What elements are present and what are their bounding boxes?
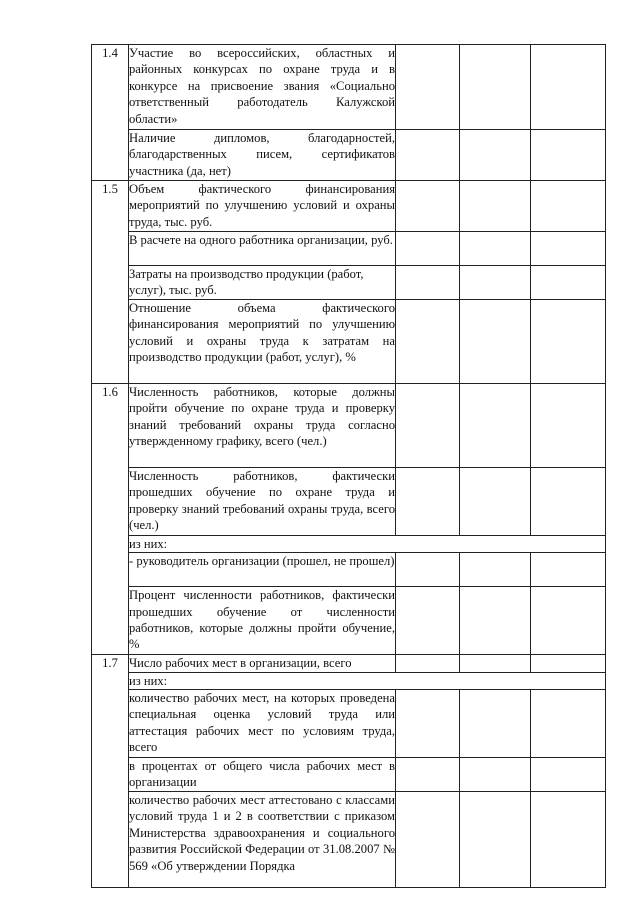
value-cell: [396, 792, 460, 888]
table-row: [92, 383, 606, 467]
value-cell: [460, 232, 531, 266]
row-text: Затраты на производство продукции (работ, услуг), тыс. руб.: [129, 266, 396, 300]
value-cell: [396, 655, 460, 672]
section-number: 1.7: [92, 655, 129, 888]
value-cell: [396, 383, 460, 467]
value-cell: [396, 45, 460, 130]
value-cell: [460, 758, 531, 792]
table-row: [92, 266, 606, 300]
value-cell: [531, 758, 606, 792]
row-text: Участие во всероссийских, областных и районных конкурсах по охране труда и в конкурсе на присвоение звания «Социально ответственный работодатель Калужской области»: [129, 45, 396, 130]
value-cell: [531, 383, 606, 467]
value-cell: [460, 181, 531, 232]
row-text: из них:: [129, 535, 606, 552]
row-text: Наличие дипломов, благодарностей, благодарственных писем, сертификатов участника (да, нет): [129, 130, 396, 181]
value-cell: [531, 587, 606, 655]
value-cell: [531, 690, 606, 758]
section-number: 1.4: [92, 45, 129, 181]
row-text: Отношение объема фактического финансирования мероприятий по улучшению условий и охраны труда к затратам на производство продукции (работ, услуг), %: [129, 299, 396, 383]
table-row: [92, 587, 606, 655]
value-cell: [531, 181, 606, 232]
value-cell: [460, 266, 531, 300]
value-cell: [460, 792, 531, 888]
row-text: Число рабочих мест в организации, всего: [129, 655, 396, 672]
table-row: [92, 45, 606, 130]
table-row: [92, 758, 606, 792]
value-cell: [531, 467, 606, 535]
row-text: Численность работников, фактически прошедших обучение по охране труда и проверку знаний требований охраны труда, всего (чел.): [129, 467, 396, 535]
table-row: [92, 299, 606, 383]
value-cell: [396, 467, 460, 535]
value-cell: [531, 655, 606, 672]
table-row: [92, 792, 606, 888]
table-row: [92, 467, 606, 535]
value-cell: [460, 467, 531, 535]
value-cell: [460, 299, 531, 383]
row-text: В расчете на одного работника организации, руб.: [129, 232, 396, 266]
value-cell: [531, 232, 606, 266]
value-cell: [396, 758, 460, 792]
table-row: [92, 672, 606, 689]
table-row: [92, 535, 606, 552]
value-cell: [531, 299, 606, 383]
table-row: [92, 181, 606, 232]
value-cell: [460, 690, 531, 758]
row-text: Процент численности работников, фактически прошедших обучение от численности работников, которые должны пройти обучение, %: [129, 587, 396, 655]
value-cell: [396, 266, 460, 300]
value-cell: [396, 130, 460, 181]
table-row: [92, 553, 606, 587]
section-number: 1.6: [92, 383, 129, 654]
value-cell: [396, 553, 460, 587]
table-row: [92, 655, 606, 672]
value-cell: [396, 587, 460, 655]
value-cell: [531, 266, 606, 300]
value-cell: [531, 130, 606, 181]
value-cell: [460, 130, 531, 181]
indicators-table: [91, 44, 606, 888]
row-text: количество рабочих мест аттестовано с классами условий труда 1 и 2 в соответствии с приказом Министерства здравоохранения и социального развития Российской Федерации от 31.08.2007 № 569 «Об утверждении Порядка: [129, 792, 396, 888]
row-text: Численность работников, которые должны пройти обучение по охране труда и проверку знаний требований охраны труда согласно утвержденному графику, всего (чел.): [129, 383, 396, 467]
value-cell: [460, 655, 531, 672]
table-row: [92, 232, 606, 266]
row-text: из них:: [129, 672, 606, 689]
row-text: Объем фактического финансирования мероприятий по улучшению условий и охраны труда, тыс. руб.: [129, 181, 396, 232]
row-text: - руководитель организации (прошел, не прошел): [129, 553, 396, 587]
value-cell: [396, 299, 460, 383]
value-cell: [460, 45, 531, 130]
value-cell: [531, 45, 606, 130]
row-text: в процентах от общего числа рабочих мест в организации: [129, 758, 396, 792]
value-cell: [460, 383, 531, 467]
value-cell: [460, 553, 531, 587]
table-row: [92, 690, 606, 758]
value-cell: [396, 232, 460, 266]
value-cell: [396, 690, 460, 758]
table-row: [92, 130, 606, 181]
row-text: количество рабочих мест, на которых проведена специальная оценка условий труда или аттестация рабочих мест по условиям труда, всего: [129, 690, 396, 758]
section-number: 1.5: [92, 181, 129, 384]
value-cell: [531, 553, 606, 587]
value-cell: [460, 587, 531, 655]
value-cell: [396, 181, 460, 232]
value-cell: [531, 792, 606, 888]
